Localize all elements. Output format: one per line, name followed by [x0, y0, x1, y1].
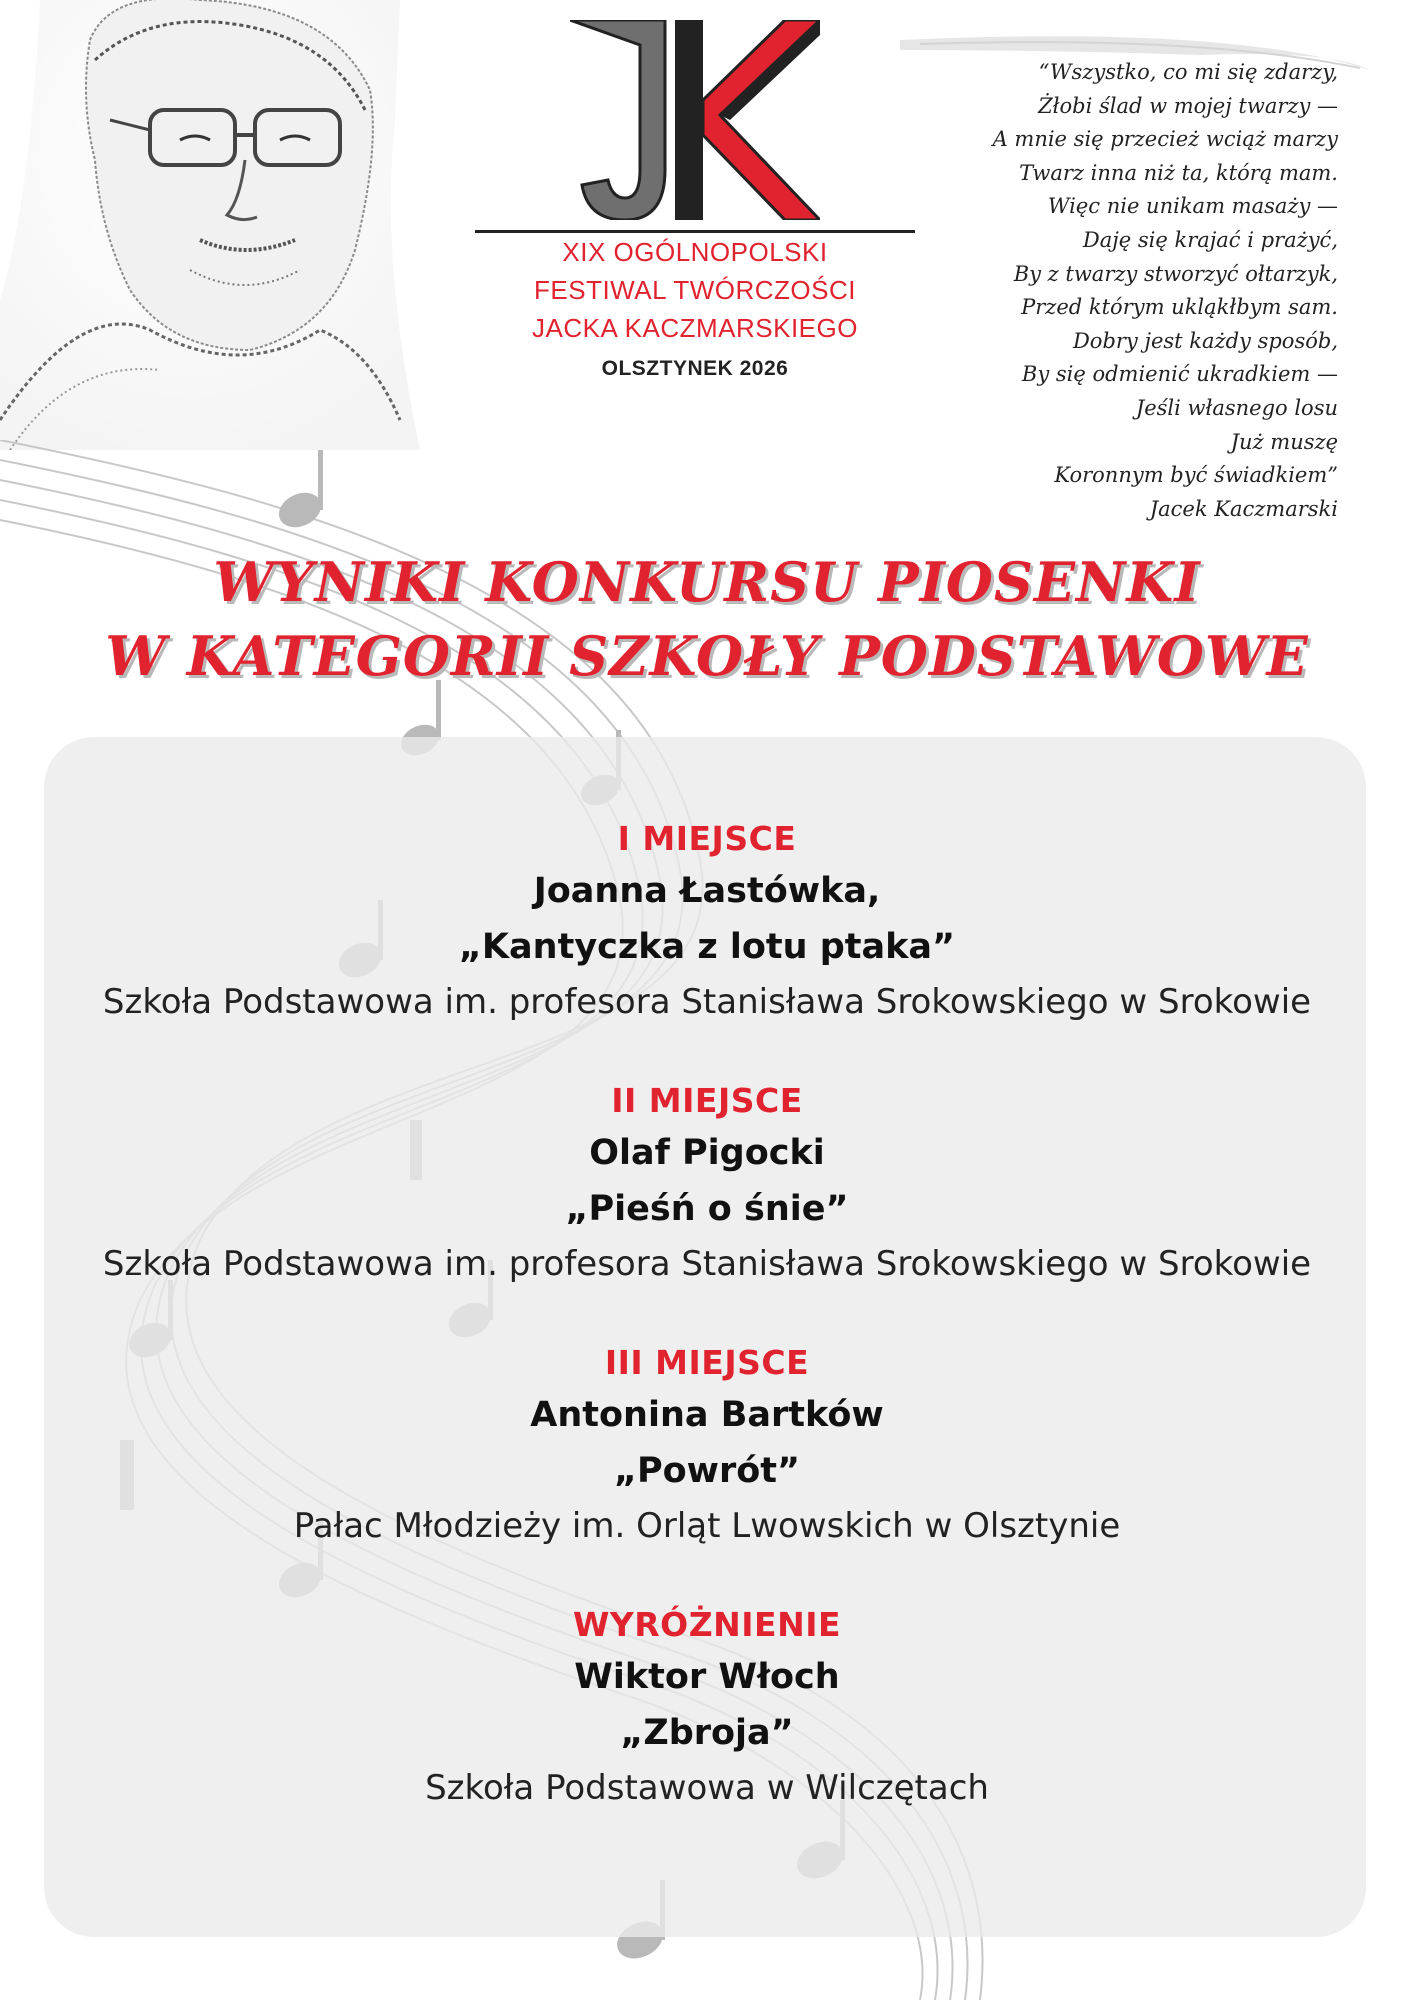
poem-line: “Wszystko, co mi się zdarzy, [1038, 60, 1338, 84]
poem-line: Więc nie unikam masaży — [1047, 194, 1338, 219]
result-school: Szkoła Podstawowa w Wilczętach [425, 1768, 989, 1808]
poem-line: Przed którym ukląkłbym sam. [1021, 295, 1338, 320]
result-name: Wiktor Włoch [574, 1657, 840, 1697]
result-entry [0, 815, 1414, 1029]
result-entry [0, 1339, 1414, 1553]
result-name: Antonina Bartków [530, 1395, 884, 1435]
result-entry [0, 1077, 1414, 1291]
poem-line: Żłobi ślad w mojej twarzy — [1038, 93, 1338, 118]
poem-author: Jacek Kaczmarski [1149, 496, 1338, 521]
portrait-sketch-image [0, 0, 440, 450]
page-title-line-2: W KATEGORII SZKOŁY PODSTAWOWE [105, 624, 1309, 688]
festival-title-line-2: FESTIWAL TWÓRCZOŚCI [534, 275, 856, 305]
results-list [0, 815, 1414, 1863]
poem-line: Dobry jest każdy sposób, [1072, 328, 1338, 353]
poem-line: By się odmienić ukradkiem — [1021, 362, 1338, 387]
result-school: Pałac Młodzieży im. Orląt Lwowskich w Olsztynie [293, 1506, 1121, 1546]
poem-line: By z twarzy stworzyć ołtarzyk, [1013, 261, 1338, 286]
poem-line: A mnie się przecież wciąż marzy [992, 127, 1338, 152]
poem-line: Jeśli własnego losu [1135, 395, 1338, 420]
result-song-title: „Kantyczka z lotu ptaka” [458, 927, 956, 967]
result-song-title: „Powrót” [613, 1451, 801, 1491]
poem-quote [993, 56, 1338, 526]
result-place: II MIEJSCE [611, 1081, 803, 1120]
result-entry [0, 1601, 1414, 1815]
result-name: Joanna Łastówka, [533, 871, 881, 911]
result-song-title: „Zbroja” [620, 1713, 794, 1753]
festival-title-line-1: XIX OGÓLNOPOLSKI [562, 237, 828, 267]
result-place: WYRÓŻNIENIE [572, 1605, 842, 1644]
result-school: Szkoła Podstawowa im. profesora Stanisława Srokowskiego w Srokowie [102, 982, 1312, 1022]
festival-logo-block [470, 20, 920, 420]
poem-line: Już muszę [1230, 429, 1338, 454]
result-place: I MIEJSCE [617, 819, 797, 858]
result-song-title: „Pieśń o śnie” [565, 1189, 849, 1229]
festival-title-line-3: JACKA KACZMARSKIEGO [532, 313, 858, 343]
poem-line: Koronnym być świadkiem” [1054, 463, 1338, 488]
result-name: Olaf Pigocki [589, 1133, 825, 1173]
page-title [0, 545, 1414, 693]
page-title-line-1: WYNIKI KONKURSU PIOSENKI [213, 550, 1201, 614]
poem-line: Twarz inna niż ta, którą mam. [1019, 160, 1338, 185]
festival-place-year: OLSZTYNEK 2026 [601, 357, 789, 380]
poem-line: Daję się krajać i prażyć, [1082, 227, 1338, 252]
result-place: III MIEJSCE [604, 1343, 810, 1382]
jk-logo-icon [570, 20, 820, 220]
result-school: Szkoła Podstawowa im. profesora Stanisława Srokowskiego w Srokowie [102, 1244, 1312, 1284]
